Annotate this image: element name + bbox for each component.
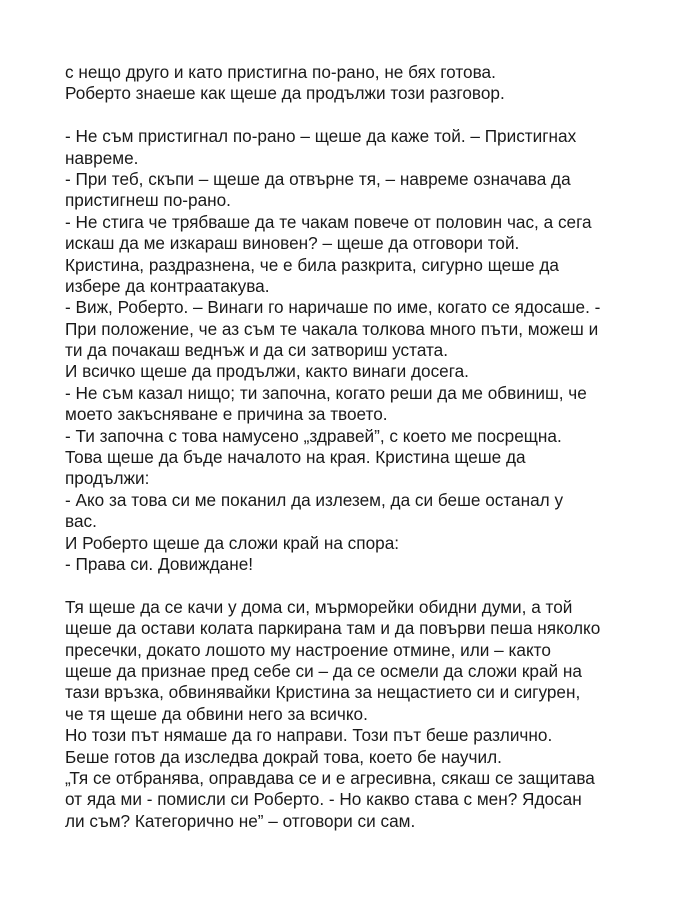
paragraph [65,126,655,575]
text-line: ти да почакаш веднъж и да си затвориш устата. [65,340,449,361]
text-line: че тя щеше да обвини него за всичко. [65,703,368,724]
text-line: пресечки, докато лошото му настроение отмине, или – както [65,639,551,660]
paragraph-spacer [65,575,655,596]
text-line: моето закъсняване е причина за твоето. [65,404,388,425]
text-line: Тя щеше да се качи у дома си, мърморейки обидни думи, а той [65,596,573,617]
text-line: навреме. [65,147,139,168]
text-line: Роберто знаеше как щеше да продължи този разговор. [65,83,505,104]
text-line: - При теб, скъпи – щеше да отвърне тя, – навреме означава да [65,168,571,189]
text-line: „Тя се отбранява, оправдава се и е агресивна, сякаш се защитава [65,767,595,788]
text-line: вас. [65,511,97,532]
text-line: - Права си. Довиждане! [65,553,254,574]
text-line: И всичко щеше да продължи, както винаги досега. [65,361,469,382]
text-line: продължи: [65,468,150,489]
text-line: - Не съм казал нищо; ти започна, когато реши да ме обвиниш, че [65,382,587,403]
text-line: тази връзка, обвинявайки Кристина за нещастието си и сигурен, [65,682,581,703]
text-line: И Роберто щеше да сложи край на спора: [65,532,400,553]
document-text [65,62,655,832]
text-line: искаш да ме изкараш виновен? – щеше да отговори той. [65,233,520,254]
text-line: избере да контраатакува. [65,275,270,296]
text-line: - Не съм пристигнал по-рано – щеше да каже той. – Пристигнах [65,126,577,147]
text-line: - Ако за това си ме поканил да излезем, да си беше останал у [65,489,564,510]
paragraph-spacer [65,105,655,126]
text-line: пристигнеш по-рано. [65,190,231,211]
text-line: щеше да остави колата паркирана там и да повърви пеша няколко [65,618,601,639]
text-line: Но този път нямаше да го направи. Този път беше различно. [65,725,553,746]
text-line: - Виж, Роберто. – Винаги го наричаше по име, когато се ядосаше. - [65,297,601,318]
text-line: - Ти започна с това намусено „здравей”, с което ме посрещна. [65,425,562,446]
text-line: Беше готов да изследва докрай това, което бе научил. [65,746,502,767]
paragraph [65,62,655,105]
text-line: с нещо друго и като пристигна по-рано, не бях готова. [65,62,496,82]
text-line: Кристина, раздразнена, че е била разкрита, сигурно щеше да [65,254,559,275]
paragraph [65,597,655,832]
text-line: Това щеше да бъде началото на края. Кристина щеше да [65,447,526,468]
text-line: от яда ми - помисли си Роберто. - Но какво става с мен? Ядосан [65,789,582,810]
text-line: ли съм? Категорично не” – отговори си сам. [65,810,416,831]
text-line: - Не стига че трябваше да те чакам повече от половин час, а сега [65,211,592,232]
text-line: щеше да признае пред себе си – да се осмели да сложи край на [65,660,582,681]
text-line: При положение, че аз съм те чакала толкова много пъти, можеш и [65,318,599,339]
